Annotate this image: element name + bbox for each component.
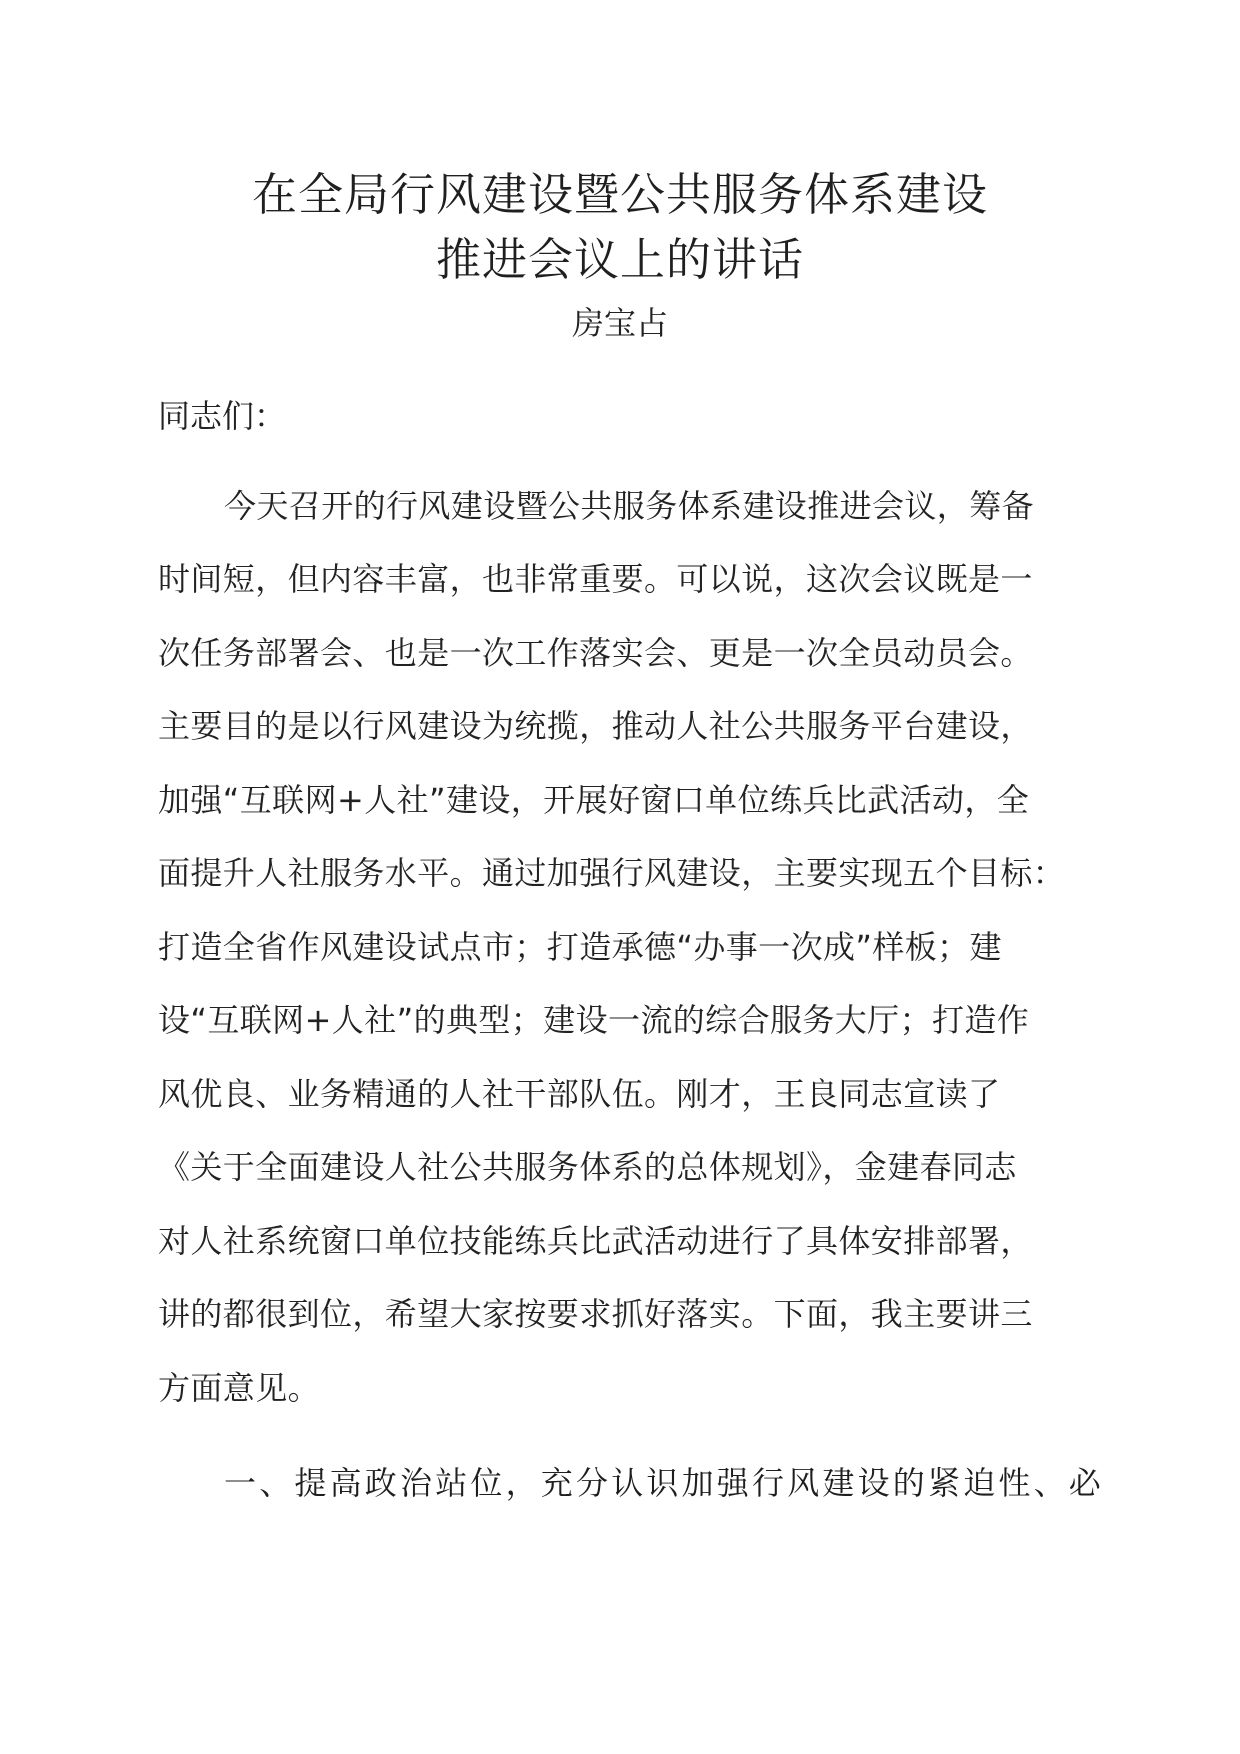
- paragraph-line: 设“互联网+人社”的典型；建设一流的综合服务大厅；打造作: [158, 1001, 1030, 1039]
- paragraph-line: 讲的都很到位，希望大家按要求抓好落实。下面，我主要讲三: [158, 1295, 1033, 1333]
- paragraph-line: 次任务部署会、也是一次工作落实会、更是一次全员动员会。: [158, 634, 1033, 672]
- paragraph-line: 加强“互联网+人社”建设，开展好窗口单位练兵比武活动，全: [158, 781, 1030, 819]
- document-title-line-2: 推进会议上的讲话: [435, 233, 804, 286]
- paragraph-line: 主要目的是以行风建设为统揽，推动人社公共服务平台建设，: [158, 707, 1033, 745]
- paragraph-line: 今天召开的行风建设暨公共服务体系建设推进会议，筹备: [224, 487, 1035, 525]
- section-heading: 一、提高政治站位，充分认识加强行风建设的紧迫性、必: [224, 1464, 1105, 1502]
- paragraph-line: 对人社系统窗口单位技能练兵比武活动进行了具体安排部署，: [158, 1222, 1033, 1260]
- paragraph-line: 打造全省作风建设试点市；打造承德“办事一次成”样板；建: [158, 928, 1002, 966]
- paragraph-line: 方面意见。: [158, 1369, 321, 1407]
- document-title-line-1: 在全局行风建设暨公共服务体系建设: [251, 168, 988, 221]
- paragraph-line: 面提升人社服务水平。通过加强行风建设，主要实现五个目标：: [158, 854, 1066, 892]
- paragraph-line: 时间短，但内容丰富，也非常重要。可以说，这次会议既是一: [158, 560, 1033, 598]
- author-name: 房宝占: [571, 304, 668, 342]
- greeting: 同志们：: [158, 397, 287, 435]
- paragraph-line: 风优良、业务精通的人社干部队伍。刚才，王良同志宣读了: [158, 1075, 1001, 1113]
- paragraph-line: 《关于全面建设人社公共服务体系的总体规划》，金建春同志: [158, 1148, 1017, 1186]
